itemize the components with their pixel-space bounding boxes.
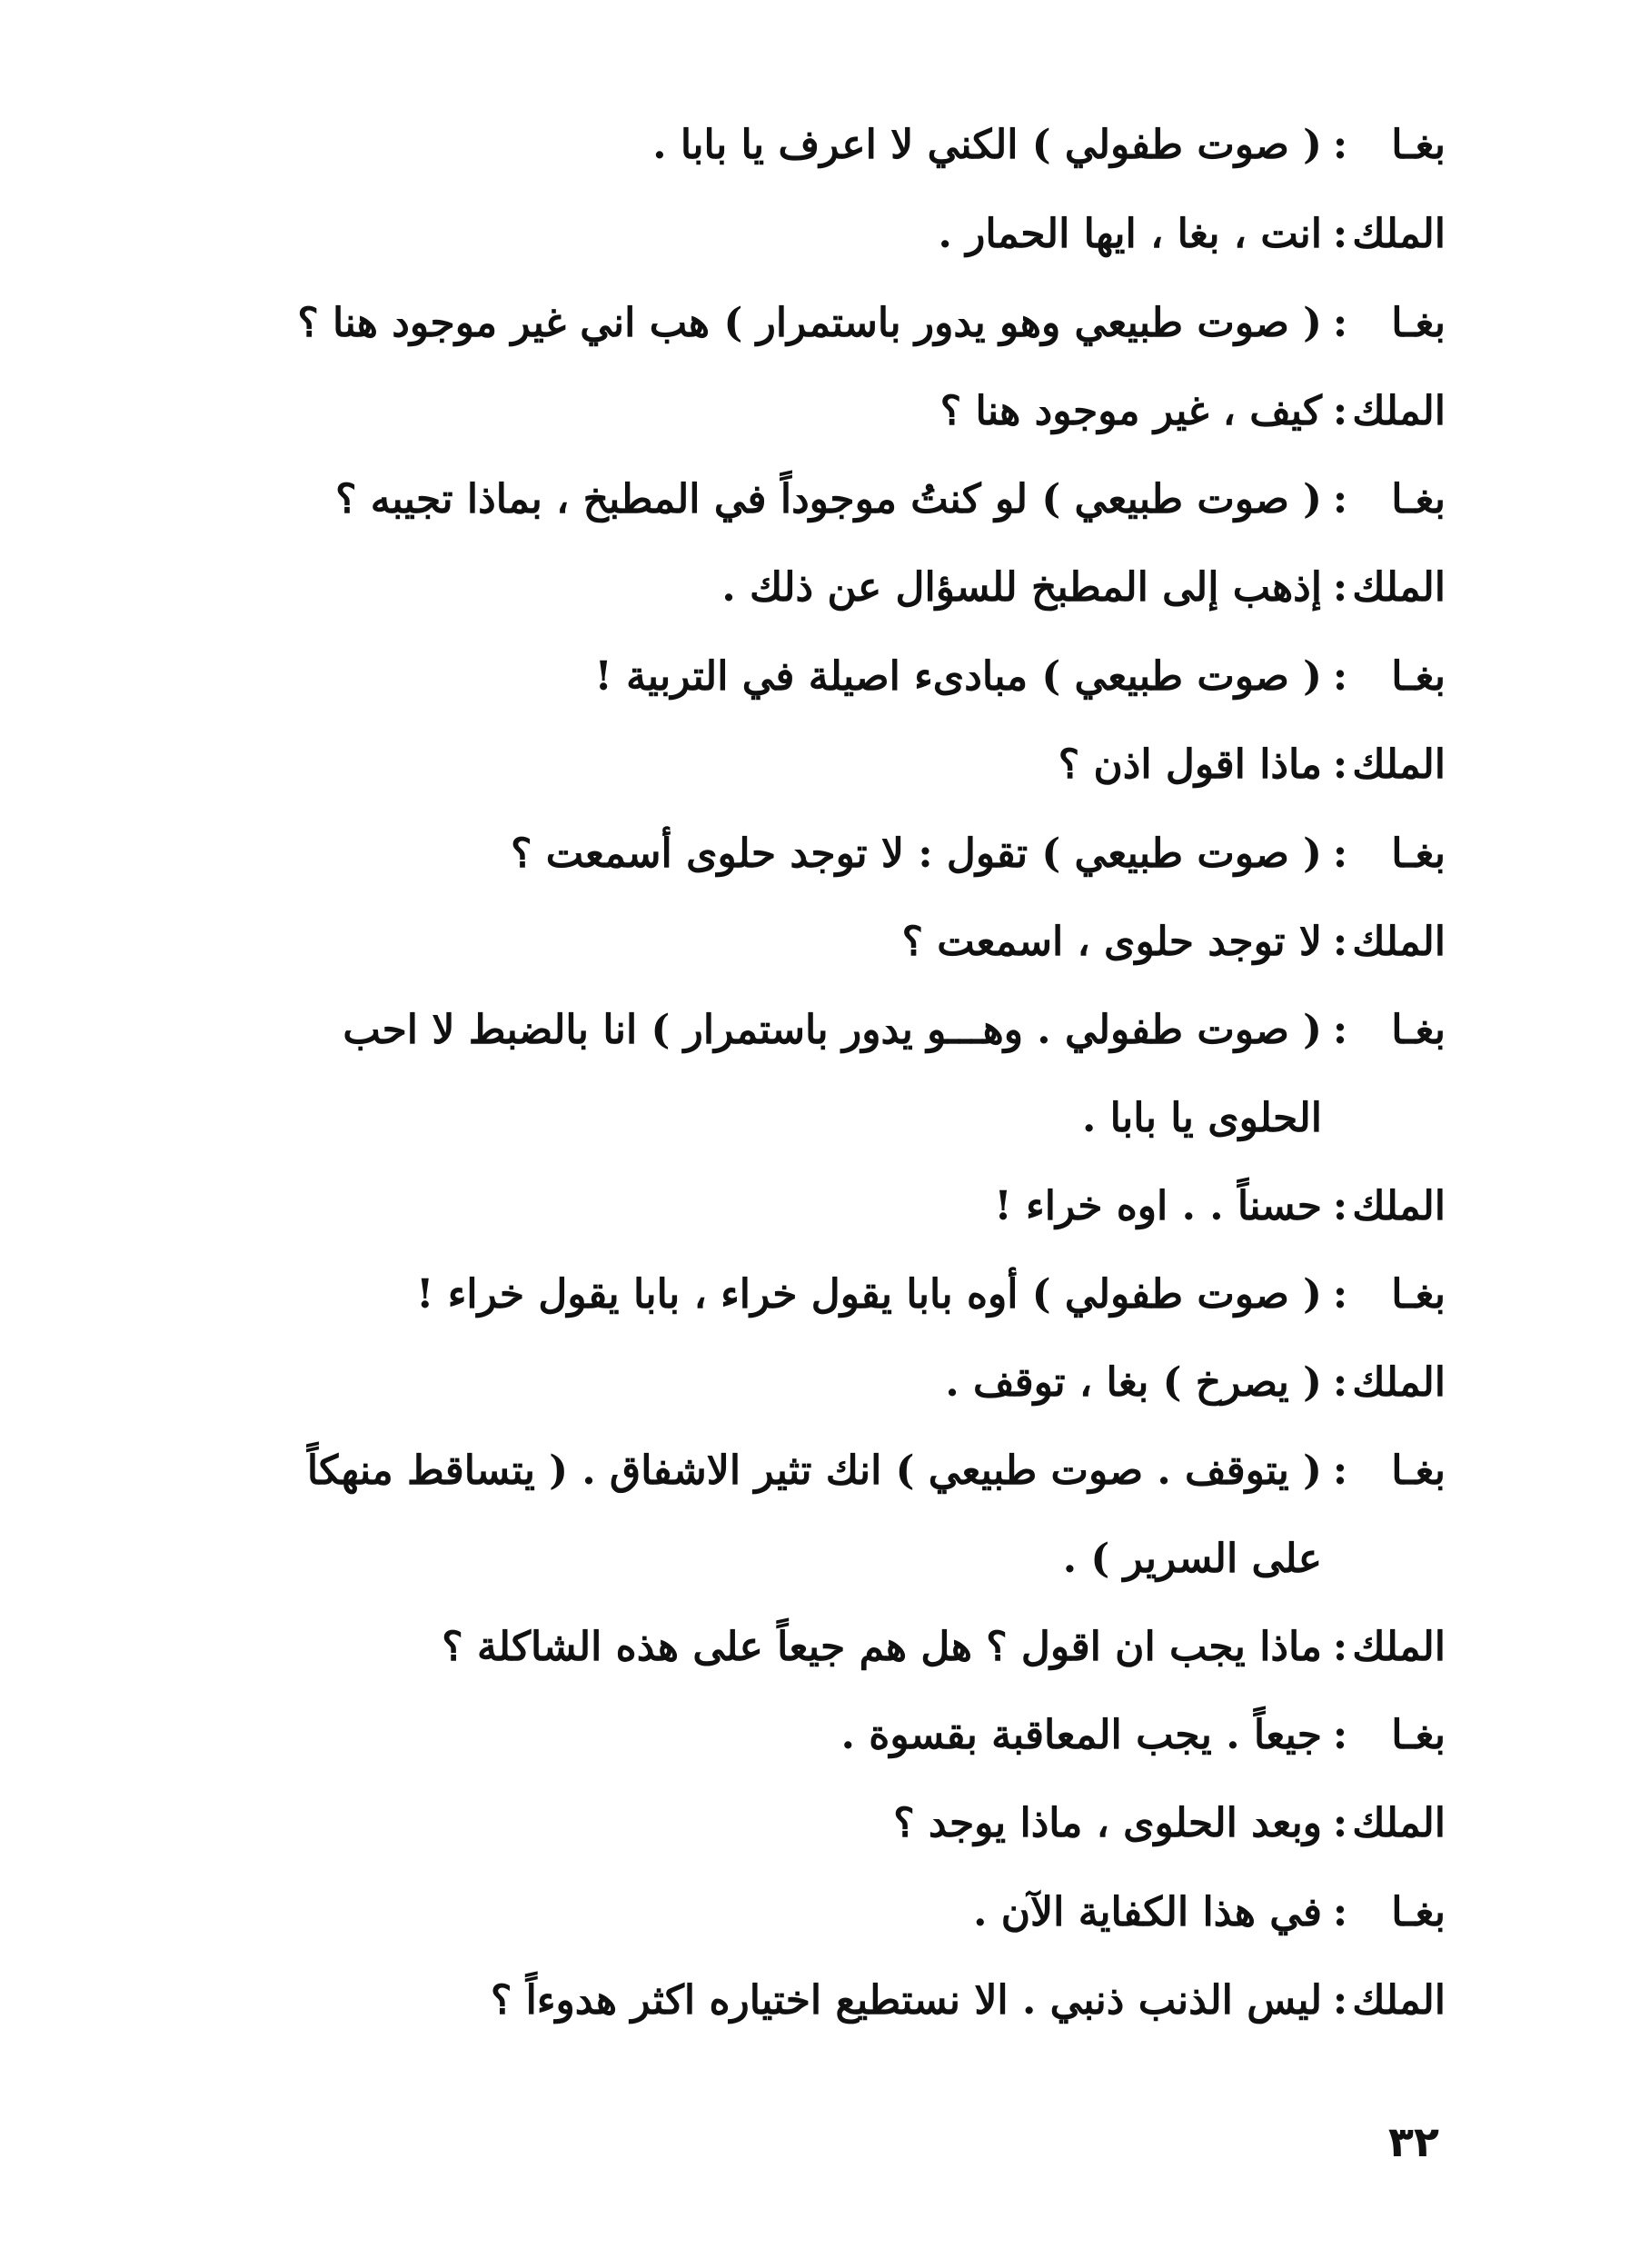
dialogue-line [721,561,1446,615]
dialogue-line [442,1620,1446,1675]
speaker-colon: : [1332,653,1348,700]
dialogue-line [939,207,1446,262]
speaker-colon: : [1332,564,1348,611]
speaker-colon: : [1332,1359,1348,1406]
speaker-name: بغـا [1391,831,1446,877]
dialogue-text: جيعاً . يجب المعاقبة بقسوة . [840,1712,1322,1758]
dialogue-line [841,1708,1446,1763]
dialogue-line [416,1268,1446,1322]
dialogue-text: في هذا الكفاية الآن . [973,1889,1322,1935]
dialogue-line [1059,738,1446,792]
dialogue-text: ( صوت طبيعي ) تقول : لا توجد حلوى أسمعت ؟ [511,831,1322,877]
speaker-name: بغـا [1391,1712,1446,1758]
speaker-name: بغـا [1391,1889,1446,1935]
speaker-colon: : [1332,919,1348,965]
dialogue-line [491,1974,1446,2028]
dialogue-text: لا توجد حلوى ، اسمعت ؟ [901,919,1322,965]
speaker-colon: : [1332,1183,1348,1229]
speaker-name: الملك [1352,388,1446,434]
speaker-name: الملك [1352,741,1446,788]
speaker-name: الملك [1352,1800,1446,1846]
speaker-name: بغـا [1391,476,1446,522]
dialogue-text: حسناً . . اوه خراء ! [994,1183,1322,1229]
speaker-colon: : [1332,1889,1348,1935]
dialogue-text: إذهب إلى المطبخ للسؤال عن ذلك . [721,564,1322,611]
dialogue-line [945,1356,1446,1410]
page-number: ٣٢ [1387,2117,1439,2166]
dialogue-text: ( صوت طبيعي ) لو كنتُ موجوداً في المطبخ ، بماذا تجيبه ؟ [335,476,1322,522]
speaker-name: الملك [1352,1624,1446,1670]
dialogue-text: ( يتوقف . صوت طبيعي ) انك تثير الاشفاق . ( يتساقط منهكاً [306,1447,1322,1494]
dialogue-continuation: الحلوى يا بابا . [1082,1095,1322,1141]
dialogue-line [511,827,1446,881]
speaker-colon: : [1332,1712,1348,1758]
dialogue-text: ماذا يجب ان اقول ؟ هل هم جيعاً على هذه الشاكلة ؟ [442,1624,1322,1670]
dialogue-text: وبعد الحلوى ، ماذا يوجد ؟ [893,1800,1322,1846]
dialogue-text: ( صوت طبيعي وهو يدور باستمرار ) هب اني غير موجود هنا ؟ [297,300,1322,346]
dialogue-text: ( يصرخ ) بغا ، توقف . [945,1359,1322,1406]
dialogue-text: ماذا اقول اذن ؟ [1058,741,1322,788]
speaker-colon: : [1332,211,1348,257]
dialogue-line [893,1796,1446,1851]
speaker-name: الملك [1352,1183,1446,1229]
speaker-name: بغـا [1391,1271,1446,1318]
speaker-colon: : [1332,388,1348,434]
dialogue-line [297,296,1446,351]
dialogue-line [343,1003,1446,1058]
dialogue-text: انت ، بغا ، ايها الحمار . [938,211,1322,257]
speaker-name: الملك [1352,1359,1446,1406]
dialogue-line [902,915,1446,970]
dialogue-line [994,1179,1446,1234]
speaker-name: بغـا [1391,1447,1446,1494]
speaker-colon: : [1332,1800,1348,1846]
speaker-name: الملك [1352,564,1446,611]
dialogue-line [652,118,1446,173]
speaker-colon: : [1332,300,1348,346]
speaker-colon: : [1332,1977,1348,2024]
speaker-name: بغـا [1391,300,1446,346]
speaker-colon: : [1332,1624,1348,1670]
speaker-colon: : [1332,741,1348,788]
speaker-name: بغـا [1391,653,1446,700]
dialogue-line [940,384,1446,439]
speaker-colon: : [1332,831,1348,877]
speaker-colon: : [1332,476,1348,522]
speaker-colon: : [1332,122,1348,168]
dialogue-line [307,1444,1446,1498]
dialogue-text: ( صوت طبيعي ) مبادىء اصيلة في التربية ! [594,653,1322,700]
speaker-colon: : [1332,1271,1348,1318]
speaker-name: الملك [1352,211,1446,257]
dialogue-text: ( صوت طفولي . وهـــو يدور باستمرار ) انا بالضبط لا احب [343,1007,1322,1053]
speaker-colon: : [1332,1447,1348,1494]
dialogue-continuation: على السرير ) . [1062,1536,1322,1582]
dialogue-text: ( صوت طفولي ) أوه بابا يقول خراء ، بابا يقول خراء ! [416,1271,1322,1318]
dialogue-line [335,472,1446,527]
speaker-colon: : [1332,1007,1348,1053]
dialogue-text: ليس الذنب ذنبي . الا نستطيع اختياره اكثر هدوءاً ؟ [490,1977,1322,2024]
speaker-name: بغـا [1391,1007,1446,1053]
dialogue-text: كيف ، غير موجود هنا ؟ [939,388,1322,434]
speaker-name: الملك [1352,1977,1446,2024]
dialogue-line [973,1885,1446,1940]
dialogue-text: ( صوت طفولي ) الكني لا اعرف يا بابا . [652,122,1322,168]
speaker-name: الملك [1352,919,1446,965]
dialogue-line [595,650,1446,704]
speaker-name: بغـا [1391,122,1446,168]
